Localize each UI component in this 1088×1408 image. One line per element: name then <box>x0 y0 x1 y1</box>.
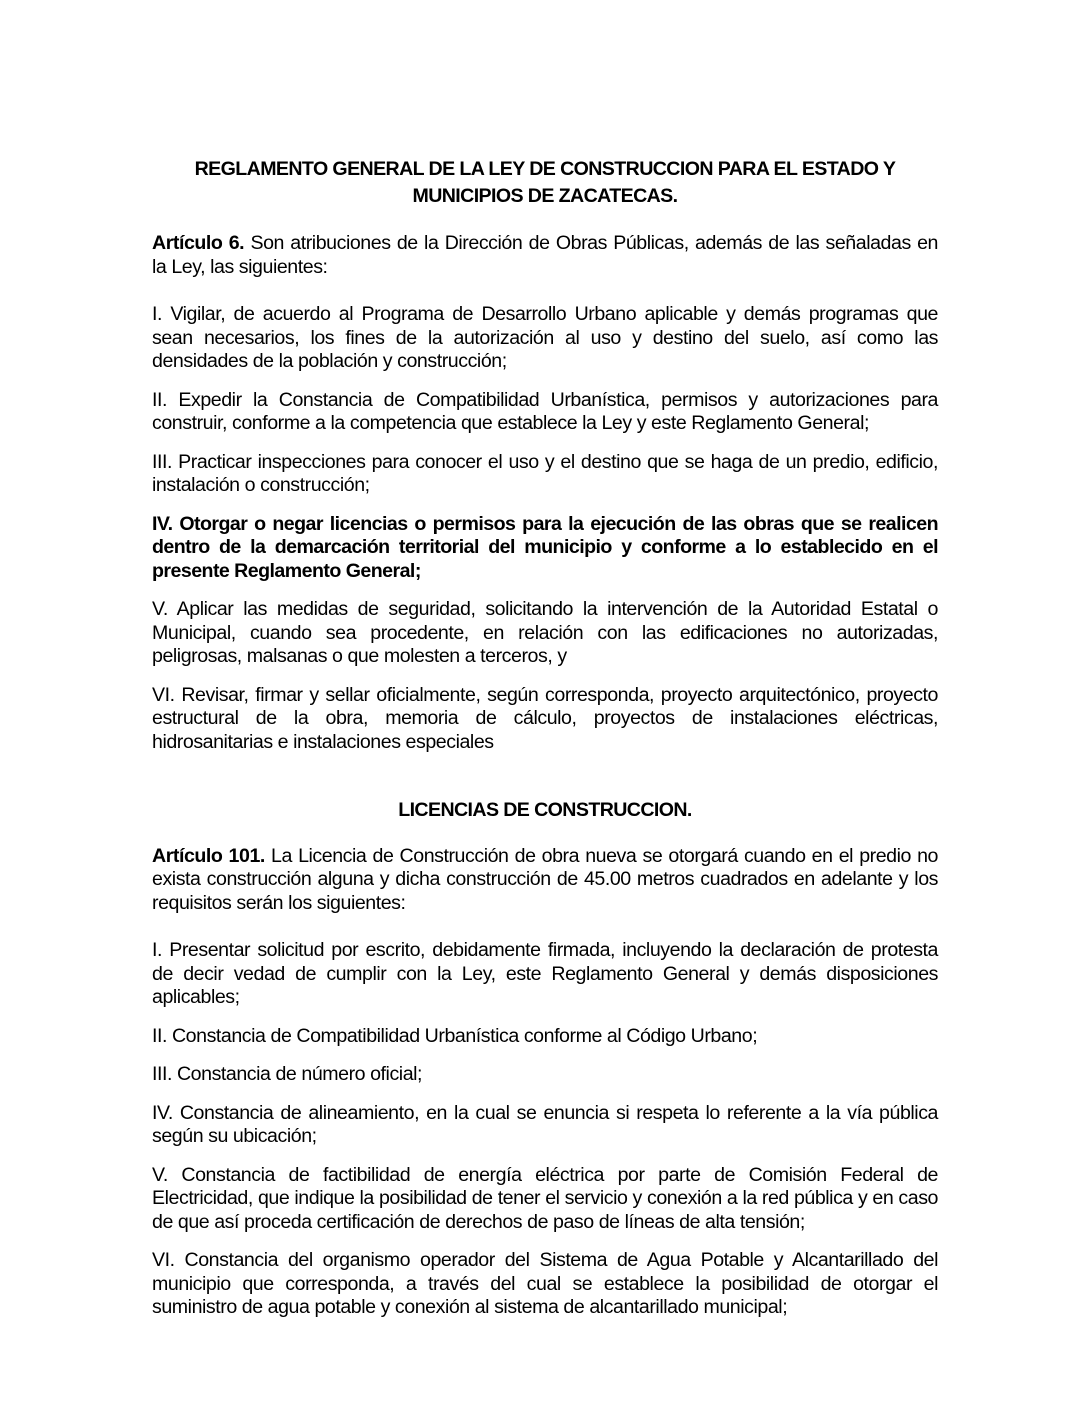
article-6-intro-text: Son atribuciones de la Dirección de Obras Públicas, además de las señaladas en la Ley, las siguientes: <box>152 232 938 278</box>
article-101-intro <box>152 845 938 916</box>
article-6-intro <box>152 232 938 279</box>
title-line-1: REGLAMENTO GENERAL DE LA LEY DE CONSTRUCCION PARA EL ESTADO Y <box>194 158 896 180</box>
article-6-item-2: II. Expedir la Constancia de Compatibilidad Urbanística, permisos y autorizaciones para construir, conforme a la competencia que establece la Ley y este Reglamento General; <box>152 388 938 434</box>
section-title: LICENCIAS DE CONSTRUCCION. <box>398 799 692 821</box>
article-6-item-3: III. Practicar inspecciones para conocer el uso y el destino que se haga de un predio, edificio, instalación o construcción; <box>152 450 938 496</box>
article-101-item-2: II. Constancia de Compatibilidad Urbanística conforme al Código Urbano; <box>152 1024 758 1047</box>
article-101-intro-text: La Licencia de Construcción de obra nueva se otorgará cuando en el predio no exista construcción alguna y dicha construcción de 45.00 metros cuadrados en adelante y los requisitos serán los siguientes: <box>152 844 938 914</box>
article-101-item-3: III. Constancia de número oficial; <box>152 1063 423 1085</box>
title-line-2: MUNICIPIOS DE ZACATECAS. <box>412 185 678 207</box>
article-6-label: Artículo 6. <box>152 232 245 254</box>
document-title <box>152 156 938 210</box>
article-6-item-5: V. Aplicar las medidas de seguridad, solicitando la intervención de la Autoridad Estatal o Municipal, cuando sea procedente, en relación con las edificaciones no autorizadas, peligrosas, malsanas o que molesten a terceros, y <box>152 598 938 667</box>
article-101-item-6: VI. Constancia del organismo operador del Sistema de Agua Potable y Alcantarillado del municipio que corresponda, a través del cual se establece la posibilidad de otorgar el suministro de agua potable y conexión al sistema de alcantarillado municipal; <box>152 1249 938 1318</box>
article-6-item-4: IV. Otorgar o negar licencias o permisos para la ejecución de las obras que se realicen dentro de la demarcación territorial del municipio y conforme a lo establecido en el presente Reglamento General; <box>152 512 938 582</box>
article-101-item-1: I. Presentar solicitud por escrito, debidamente firmada, incluyendo la declaración de protesta de decir vedad de cumplir con la Ley, este Reglamento General y demás disposiciones aplicables; <box>152 939 938 1008</box>
document-page <box>152 156 938 1320</box>
article-101-item-5: V. Constancia de factibilidad de energía eléctrica por parte de Comisión Federal de Electricidad, que indique la posibilidad de tener el servicio y conexión a la red pública y en caso de que así proceda certificación de derechos de paso de líneas de alta tensión; <box>152 1163 938 1233</box>
article-6-item-1: I. Vigilar, de acuerdo al Programa de Desarrollo Urbano aplicable y demás programas que sean necesarios, los fines de la autorización al uso y destino del suelo, así como las densidades de la población y construcción; <box>152 303 938 372</box>
article-101-item-4: IV. Constancia de alineamiento, en la cual se enuncia si respeta lo referente a la vía pública según su ubicación; <box>152 1101 938 1147</box>
article-101-label: Artículo 101. <box>152 844 265 867</box>
article-6-item-6: VI. Revisar, firmar y sellar oficialmente, según corresponda, proyecto arquitectónico, proyecto estructural de la obra, memoria de cálculo, proyectos de instalaciones eléctricas, hidrosanitarias e instalaciones especiales <box>152 683 938 753</box>
